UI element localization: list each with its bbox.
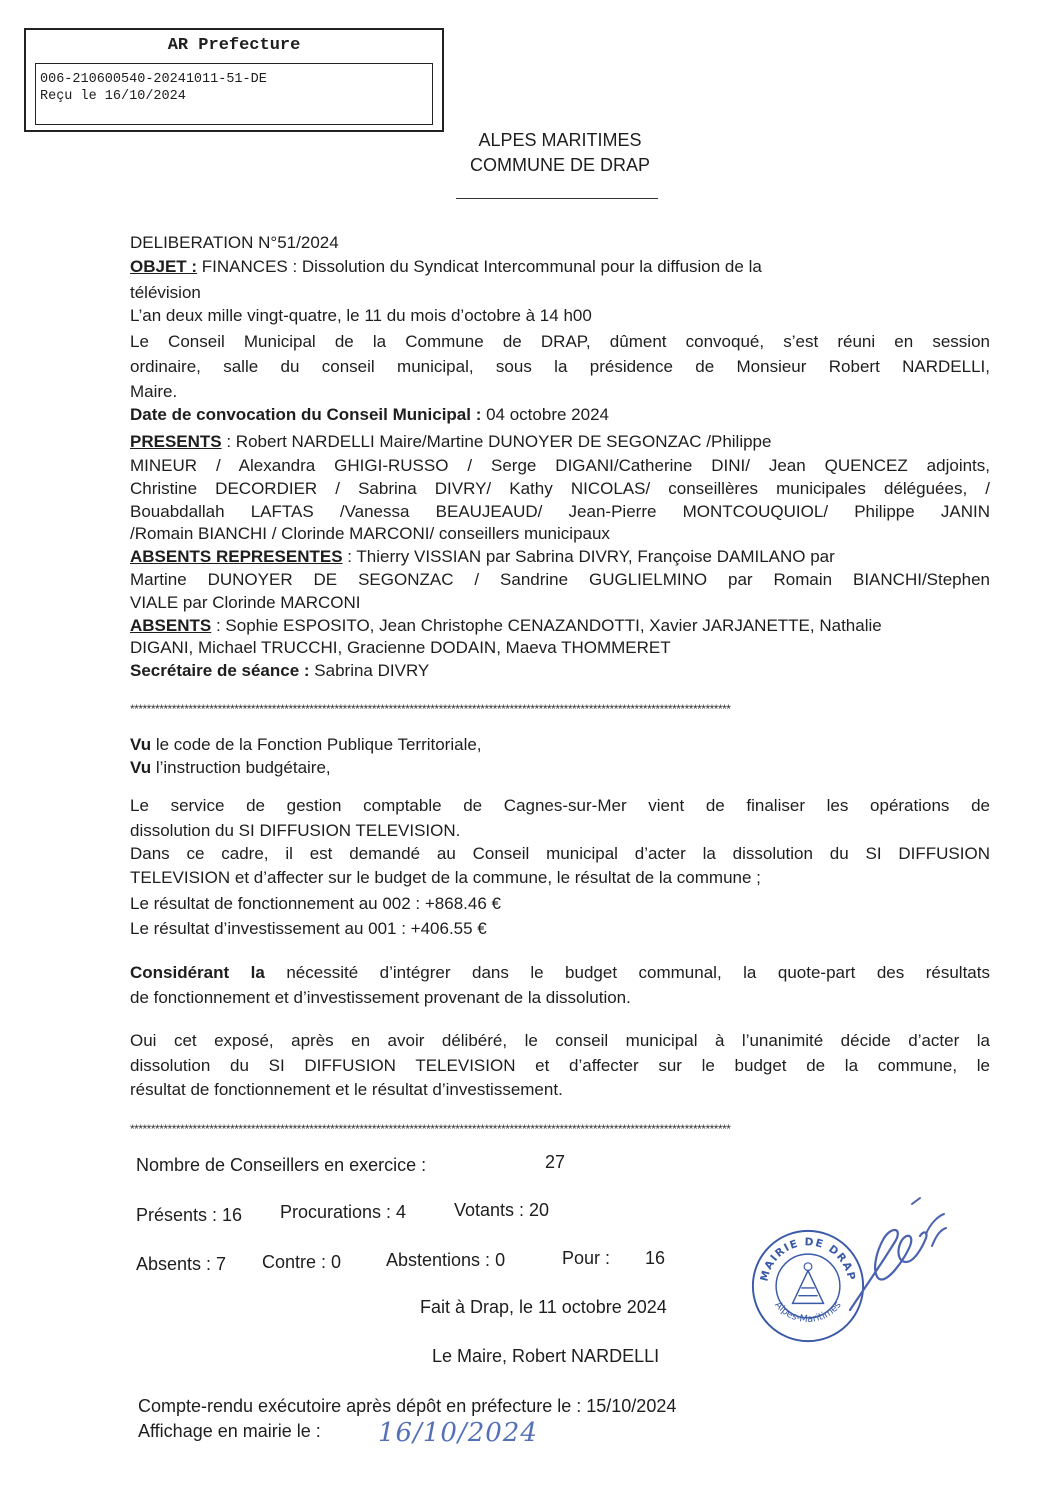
stamp-received-date: Reçu le 16/10/2024: [40, 89, 186, 104]
absents-line-1: [130, 615, 882, 637]
session-text-3: Maire.: [130, 382, 178, 401]
seal-top-text: MAIRIE DE DRAP: [757, 1235, 859, 1283]
object-label: OBJET :: [130, 257, 198, 276]
vu-label-2: Vu: [130, 758, 152, 777]
decision-line-2: dissolution du SI DIFFUSION TELEVISION et d’affecter sur le budget de la commune, le: [130, 1056, 990, 1075]
paragraph-1-line-1: Le service de gestion comptable de Cagnes-sur-Mer vient de finaliser les opérations de: [130, 796, 990, 815]
secretary-line: [130, 660, 429, 682]
vu-label-1: Vu: [130, 735, 152, 754]
represented-label: ABSENTS REPRESENTES: [130, 547, 343, 566]
convocation-line: [130, 404, 609, 426]
paragraph-1-line-2: dissolution du SI DIFFUSION TELEVISION.: [130, 821, 461, 840]
absents-text: : Sophie ESPOSITO, Jean Christophe CENAZANDOTTI, Xavier JARJANETTE, Nathalie: [211, 616, 882, 635]
vu-line-2: [130, 757, 331, 779]
vu-text-1: le code de la Fonction Publique Territoriale,: [151, 735, 482, 754]
represented-text: : Thierry VISSIAN par Sabrina DIVRY, Françoise DAMILANO par: [342, 547, 835, 566]
presents-count: Présents : 16: [136, 1205, 243, 1225]
commune-name: COMMUNE DE DRAP: [469, 155, 650, 175]
stamp-reference: 006-210600540-20241011-51-DE: [40, 72, 267, 87]
mayor-signature: [780, 1190, 960, 1330]
paragraph-2-line-1: Dans ce cadre, il est demandé au Conseil municipal d’acter la dissolution du SI DIFFUSION: [130, 844, 990, 863]
result-investissement: Le résultat d’investissement au 001 : +406.55 €: [130, 919, 487, 938]
presents-line-2: MINEUR / Alexandra GHIGI-RUSSO / Serge DIGANI/Catherine DINI/ Jean QUENCEZ adjoints,: [130, 456, 990, 475]
paragraph-2-line-2: TELEVISION et d’affecter sur le budget de la commune, le résultat de la commune ;: [130, 868, 761, 887]
affichage-label: Affichage en mairie le :: [138, 1421, 321, 1441]
pour-value: 16: [645, 1248, 666, 1268]
handwritten-date: 16/10/2024: [378, 1418, 538, 1448]
stamp-inner-box: [35, 63, 433, 125]
meeting-date-line: L’an deux mille vingt-quatre, le 11 du mois d’octobre à 14 h00: [130, 306, 592, 325]
presents-label: PRESENTS: [130, 432, 222, 451]
object-line: [130, 256, 762, 278]
prefecture-stamp: [24, 28, 444, 132]
header-divider: [456, 198, 658, 199]
decision-line-3: résultat de fonctionnement et le résultat d’investissement.: [130, 1080, 563, 1099]
stamp-title: AR Prefecture: [167, 36, 301, 55]
abstentions-count: Abstentions : 0: [386, 1250, 506, 1270]
decision-line-1: Oui cet exposé, après en avoir délibéré, le conseil municipal à l’unanimité décide d’acter la: [130, 1031, 990, 1050]
convocation-date: 04 octobre 2024: [481, 405, 609, 424]
object-text-continued: télévision: [130, 283, 201, 302]
secretary-label: Secrétaire de séance :: [130, 661, 310, 680]
session-text-2: ordinaire, salle du conseil municipal, sous la présidence de Monsieur Robert NARDELLI,: [130, 357, 990, 376]
mayor-name: Le Maire, Robert NARDELLI: [432, 1346, 660, 1366]
presents-text: : Robert NARDELLI Maire/Martine DUNOYER DE SEGONZAC /Philippe: [221, 432, 772, 451]
object-text: FINANCES : Dissolution du Syndicat Intercommunal pour la diffusion de la: [197, 257, 762, 276]
represented-line-1: [130, 546, 835, 568]
represented-line-2: Martine DUNOYER DE SEGONZAC / Sandrine GUGLIELMINO par Romain BIANCHI/Stephen: [130, 570, 990, 589]
absents-label: ABSENTS: [130, 616, 212, 635]
presents-line-4: Bouabdallah LAFTAS /Vanessa BEAUJEAUD/ Jean-Pierre MONTCOUQUIOL/ Philippe JANIN: [130, 502, 990, 521]
session-text-1: Le Conseil Municipal de la Commune de DRAP, dûment convoqué, s’est réuni en session: [130, 332, 990, 351]
represented-line-3: VIALE par Clorinde MARCONI: [130, 593, 361, 612]
considerant-line-1: [130, 962, 990, 984]
seal-bottom-text: Alpes-Maritimes: [772, 1299, 844, 1326]
presents-line-3: Christine DECORDIER / Sabrina DIVRY/ Kathy NICOLAS/ conseillères municipales déléguées, /: [130, 479, 990, 498]
conseillers-label: Nombre de Conseillers en exercice :: [136, 1155, 427, 1175]
absents-line-2: DIGANI, Michael TRUCCHI, Gracienne DODAIN, Maeva THOMMERET: [130, 638, 671, 657]
vu-line-1: [130, 734, 482, 756]
separator-stars-2: ************************************************************************************************************************************************: [130, 1122, 731, 1136]
separator-stars: ************************************************************************************************************************************************: [130, 702, 731, 716]
pour-label: Pour :: [562, 1248, 611, 1268]
vu-text-2: l’instruction budgétaire,: [151, 758, 331, 777]
procurations-count: Procurations : 4: [280, 1202, 407, 1222]
presents-line-1: [130, 431, 771, 453]
deliberation-number: DELIBERATION N°51/2024: [130, 233, 339, 252]
conseillers-value: 27: [545, 1152, 566, 1172]
signature-place-date: Fait à Drap, le 11 octobre 2024: [420, 1297, 667, 1317]
convocation-label: Date de convocation du Conseil Municipal :: [130, 405, 482, 424]
considerant-label: Considérant la: [130, 963, 265, 982]
absents-count: Absents : 7: [136, 1254, 227, 1274]
executoire-line: Compte-rendu exécutoire après dépôt en préfecture le : 15/10/2024: [138, 1396, 677, 1416]
result-fonctionnement: Le résultat de fonctionnement au 002 : +868.46 €: [130, 894, 501, 913]
considerant-text: nécessité d’intégrer dans le budget communal, la quote-part des résultats: [264, 963, 990, 982]
contre-count: Contre : 0: [262, 1252, 342, 1272]
secretary-name: Sabrina DIVRY: [309, 661, 430, 680]
department-name: ALPES MARITIMES: [478, 130, 642, 150]
presents-line-5: /Romain BIANCHI / Clorinde MARCONI/ conseillers municipaux: [130, 524, 610, 543]
considerant-line-2: de fonctionnement et d’investissement provenant de la dissolution.: [130, 988, 631, 1007]
votants-count: Votants : 20: [454, 1200, 550, 1220]
